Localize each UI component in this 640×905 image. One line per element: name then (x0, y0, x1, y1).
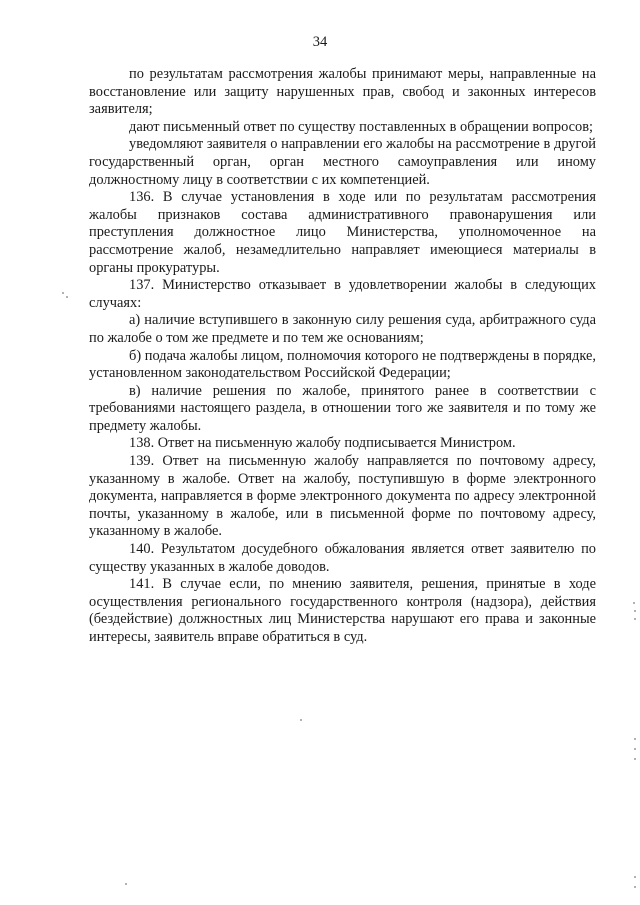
scan-speck (634, 748, 636, 750)
scan-speck (66, 296, 68, 298)
scan-speck (300, 719, 302, 721)
paragraph-138: 138. Ответ на письменную жалобу подписывается Министром. (129, 435, 516, 452)
paragraph-137-a: а) наличие вступившего в законную силу решения суда, арбитражного суда по жалобе о том же предмете и по тем же основаниям; (89, 312, 596, 346)
scan-speck (62, 292, 64, 294)
scan-speck (633, 602, 635, 604)
paragraph-notify-applicant: уведомляют заявителя о направлении его жалобы на рассмотрение в другой государственный орган, орган местного самоуправления или иному должностному лицу в соответствии с их компетенцией. (89, 136, 596, 188)
paragraph-136: 136. В случае установления в ходе или по результатам рассмотрения жалобы признаков состава административного правонарушения или преступления должностное лицо Министерства, уполномоченное на рассмотрение жалоб, незамедлительно направляет имеющиеся материалы в органы прокуратуры. (89, 189, 596, 276)
scan-speck (634, 886, 636, 888)
paragraph-141: 141. В случае если, по мнению заявителя, решения, принятые в ходе осуществления регионального государственного контроля (надзора), действия (бездействие) должностных лиц Министерства нарушают его права и законные интересы, заявитель вправе обратиться в суд. (89, 576, 596, 645)
paragraph-140: 140. Результатом досудебного обжалования является ответ заявителю по существу указанных в жалобе доводов. (89, 541, 596, 575)
scan-speck (634, 758, 636, 760)
scan-speck (634, 876, 636, 878)
paragraph-139: 139. Ответ на письменную жалобу направляется по почтовому адресу, указанному в жалобе. Ответ на жалобу, поступившую в форме электронного документа, направляется в форме электронного документа по адресу электронной почты, указанному в жалобе, или в письменной форме по почтовому адресу, указанному в жалобе. (89, 453, 596, 540)
scan-speck (125, 883, 127, 885)
scan-speck (634, 738, 636, 740)
scan-speck (634, 610, 636, 612)
paragraph-measures-taken: по результатам рассмотрения жалобы принимают меры, направленные на восстановление или защиту нарушенных прав, свобод и законных интересов заявителя; (89, 66, 596, 118)
page-number: 34 (312, 34, 328, 50)
scan-speck (634, 618, 636, 620)
paragraph-137-b: б) подача жалобы лицом, полномочия которого не подтверждены в порядке, установленном законодательством Российской Федерации; (89, 347, 596, 382)
document-body (89, 66, 596, 647)
paragraph-137-v: в) наличие решения по жалобе, принятого ранее в соответствии с требованиями настоящего раздела, в отношении того же заявителя и по тому же предмету жалобы. (89, 382, 596, 434)
paragraph-written-answer: дают письменный ответ по существу поставленных в обращении вопросов; (129, 118, 594, 135)
paragraph-137: 137. Министерство отказывает в удовлетворении жалобы в следующих случаях: (89, 277, 596, 311)
